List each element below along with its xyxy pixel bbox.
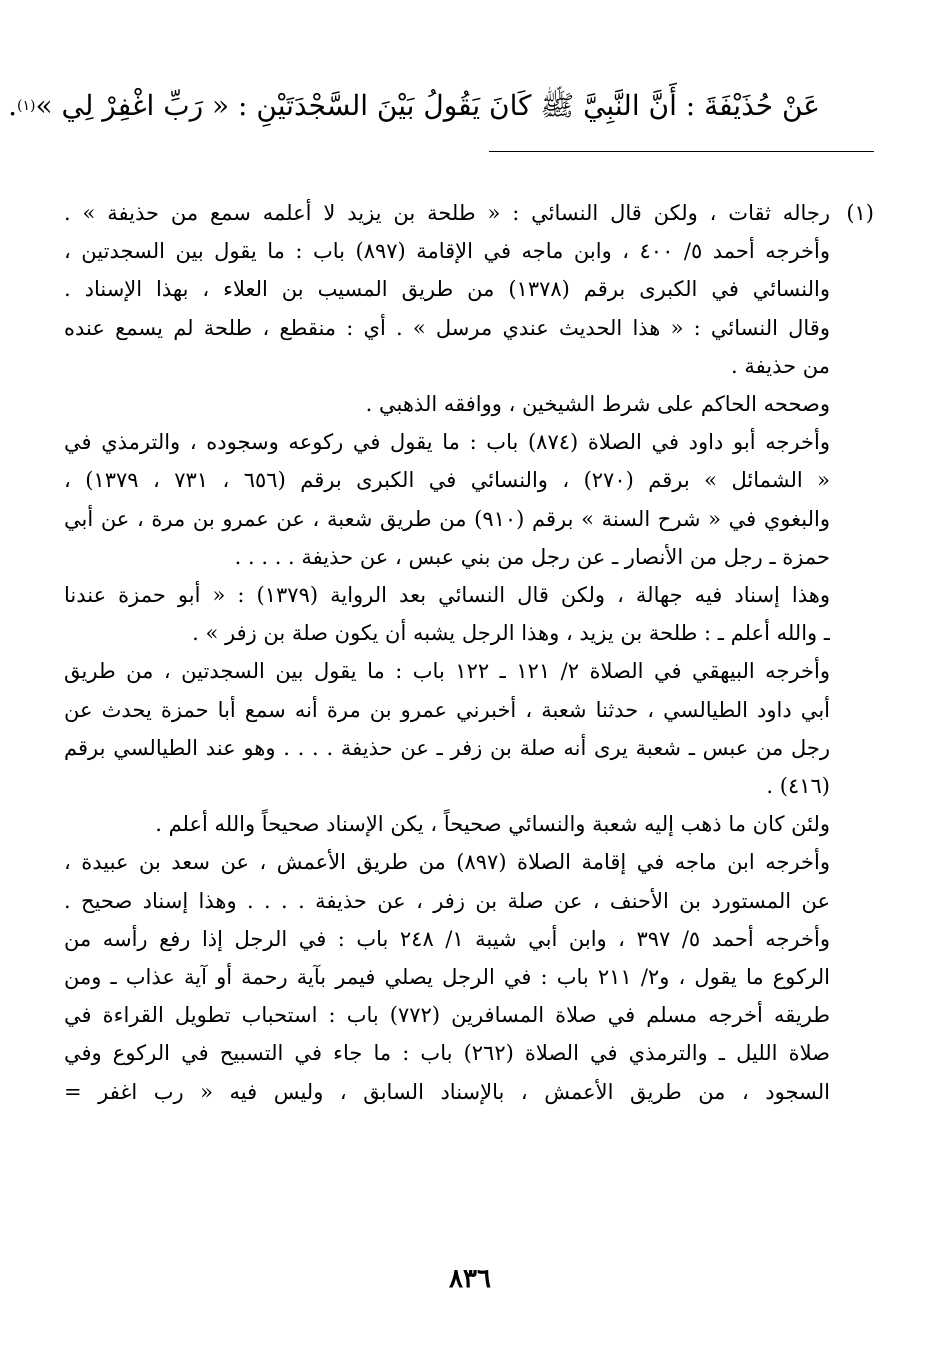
footnote-reference: (١) bbox=[17, 98, 36, 114]
page-number: ٨٣٦ bbox=[449, 1264, 491, 1294]
footnote-line: وهذا إسناد فيه جهالة ، ولكن قال النسائي بعد الرواية (١٣٧٩) : « أبو حمزة عندنا bbox=[64, 583, 830, 608]
footnote-line: السجود ، من طريق الأعمش ، بالإسناد السابق ، وليس فيه « رب اغفر = bbox=[64, 1079, 830, 1104]
footnote-line: من حذيفة . bbox=[731, 353, 830, 378]
footnote-line: والبغوي في « شرح السنة » برقم (٩١٠) من طريق شعبة ، عن عمرو بن مرة ، عن أبي bbox=[64, 506, 830, 531]
footnote-line: أبي داود الطيالسي ، حدثنا شعبة ، أخبرني عمرو بن مرة أنه سمع أبا حمزة يحدث عن bbox=[64, 697, 830, 722]
footnote-line: والنسائي في الكبرى برقم (١٣٧٨) من طريق المسيب بن العلاء ، بهذا الإسناد . bbox=[64, 277, 830, 302]
footnote-line: رجل من عبس ـ شعبة يرى أنه صلة بن زفر ـ عن حذيفة . . . . وهو عند الطيالسي برقم bbox=[64, 735, 830, 760]
footnote-line: صلاة الليل ـ والترمذي في الصلاة (٢٦٢) باب : ما جاء في التسبيح في الركوع وفي bbox=[64, 1041, 830, 1066]
footnote-line: رجاله ثقات ، ولكن قال النسائي : « طلحة بن يزيد لا أعلمه سمع من حذيفة » . bbox=[64, 201, 830, 225]
footnote-line: وأخرجه أحمد ٥/ ٣٩٧ ، وابن أبي شيبة ١/ ٢٤٨ باب : في الرجل إذا رفع رأسه من bbox=[64, 926, 830, 951]
hadith-end: . bbox=[8, 89, 18, 122]
footnote-line: الركوع ما يقول ، و٢/ ٢١١ باب : في الرجل يصلي فيمر بآية رحمة أو آية عذاب ـ ومن bbox=[64, 965, 830, 990]
footnote-line: وأخرجه البيهقي في الصلاة ٢/ ١٢١ ـ ١٢٢ باب : ما يقول بين السجدتين ، من طريق bbox=[64, 659, 830, 684]
footnote-line: وأخرجه أحمد ٥/ ٤٠٠ ، وابن ماجه في الإقامة (٨٩٧) باب : ما يقول بين السجدتين ، bbox=[64, 239, 830, 264]
footnote-line: ـ والله أعلم ـ : طلحة بن يزيد ، وهذا الرجل يشبه أن يكون صلة بن زفر » . bbox=[192, 621, 830, 646]
footnote-line: وقال النسائي : « هذا الحديث عندي مرسل » . أي : منقطع ، طلحة لم يسمع عنده bbox=[64, 315, 830, 340]
footnote-body bbox=[64, 194, 830, 1111]
footnote-line: وأخرجه ابن ماجه في إقامة الصلاة (٨٩٧) من طريق الأعمش ، عن سعد بن عبيدة ، bbox=[64, 850, 830, 875]
footnote-line: « الشمائل » برقم (٢٧٠) ، والنسائي في الكبرى برقم (٦٥٦ ، ٧٣١ ، ١٣٧٩) ، bbox=[64, 468, 830, 493]
footnote-separator bbox=[489, 151, 874, 152]
footnote-line: طريقه أخرجه مسلم في صلاة المسافرين (٧٧٢) باب : استحباب تطويل القراءة في bbox=[64, 1003, 830, 1028]
footnote-line: ولئن كان ما ذهب إليه شعبة والنسائي صحيحاً ، يكن الإسناد صحيحاً والله أعلم . bbox=[155, 812, 830, 837]
footnote-line: (٤١٦) . bbox=[766, 774, 830, 799]
hadith-text bbox=[8, 82, 820, 130]
hadith-body: عَنْ حُذَيْفَةَ : أَنَّ النَّبِيَّ ﷺ كَانَ يَقُولُ بَيْنَ السَّجْدَتَيْنِ : « رَبِّ اغْفِرْ لِي » bbox=[35, 89, 820, 122]
footnote-number: (١) bbox=[846, 201, 874, 225]
footnote-block bbox=[64, 194, 874, 1111]
footnote-line: وصححه الحاكم على شرط الشيخين ، ووافقه الذهبي . bbox=[365, 392, 830, 417]
footnote-line: وأخرجه أبو داود في الصلاة (٨٧٤) باب : ما يقول في ركوعه وسجوده ، والترمذي في bbox=[64, 430, 830, 455]
footnote-line: عن المستورد بن الأحنف ، عن صلة بن زفر ، عن حذيفة . . . . وهذا إسناد صحيح . bbox=[64, 888, 830, 913]
footnote-line: حمزة ـ رجل من الأنصار ـ عن رجل من بني عبس ، عن حذيفة . . . . . bbox=[234, 544, 830, 569]
